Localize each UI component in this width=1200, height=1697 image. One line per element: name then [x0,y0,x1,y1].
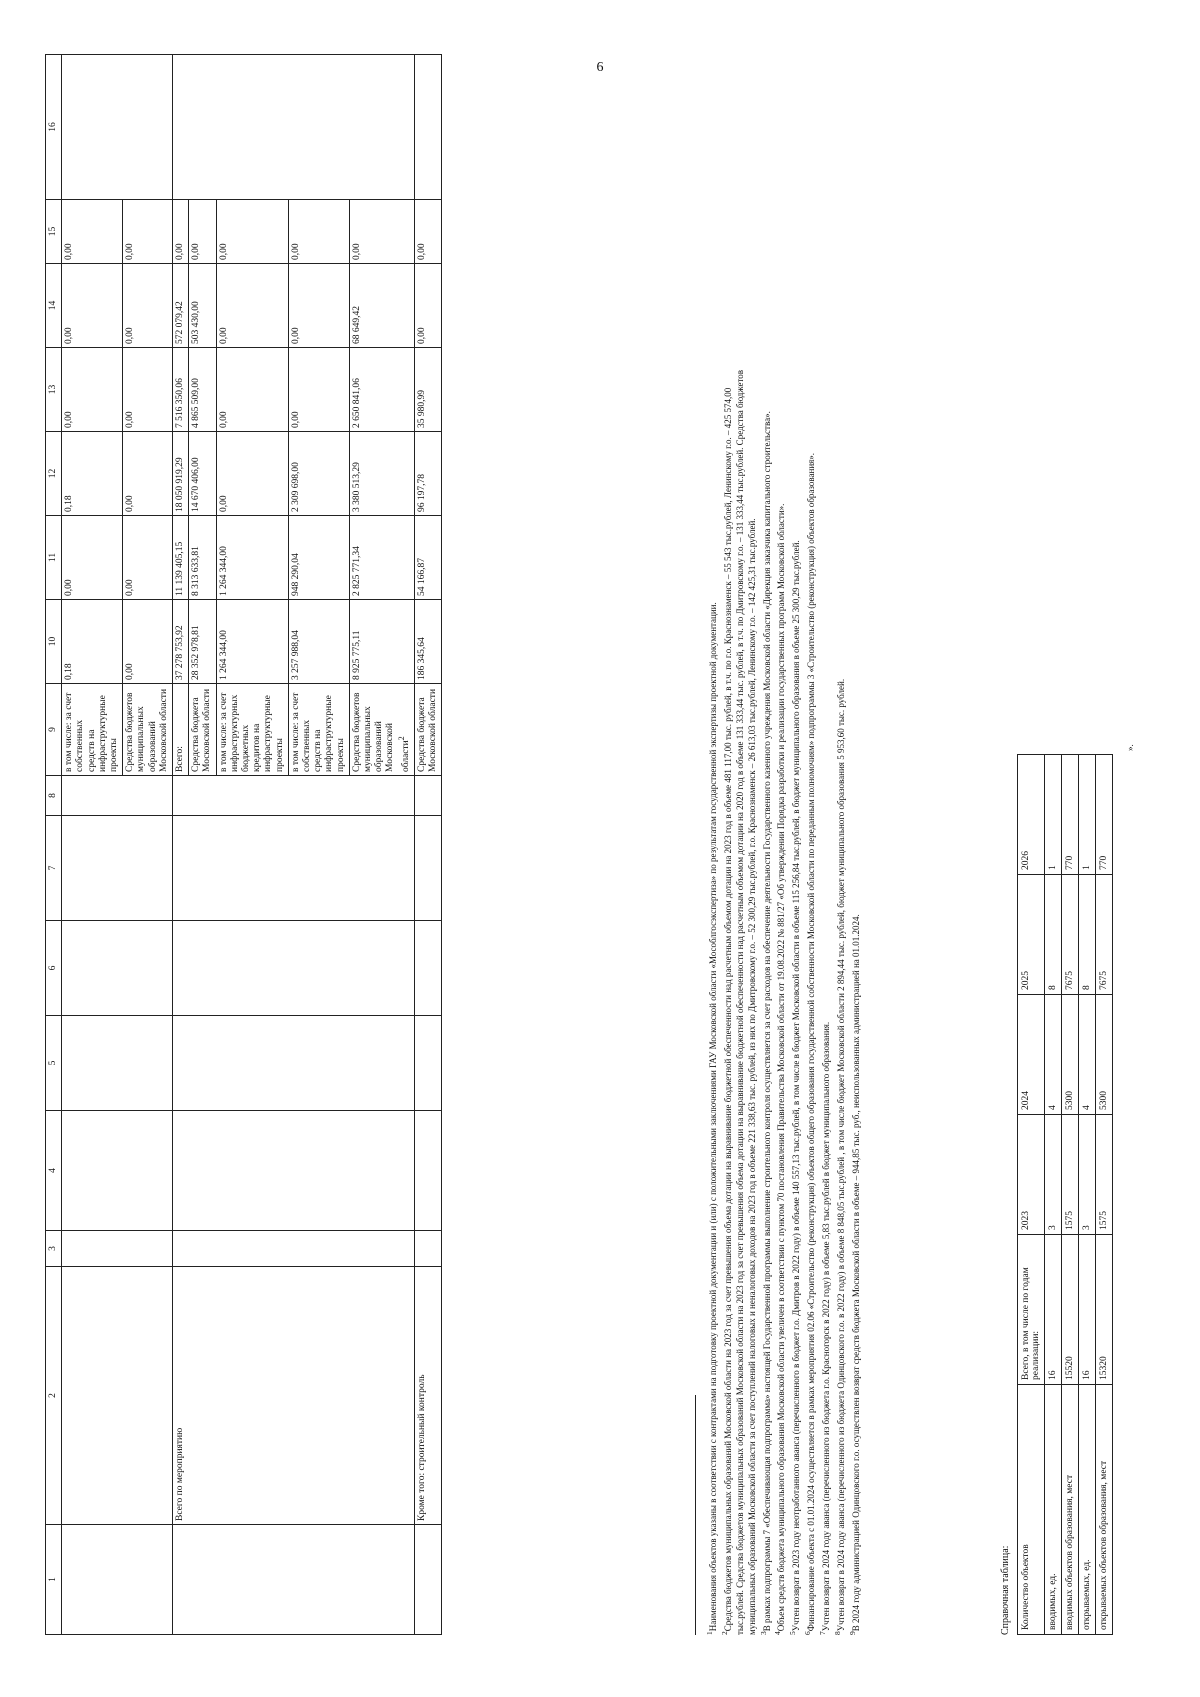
amount-cell: 0,00 [415,200,442,264]
amount-cell: 35 980,99 [415,348,442,432]
reference-value-cell: 16 [1079,1235,1096,1385]
footnotes [705,75,863,1635]
reference-value-cell: 15320 [1096,1235,1113,1385]
amount-cell: 948 290,04 [288,516,349,600]
reference-label-cell: открываемых, ед. [1079,1385,1096,1635]
funding-source-cell [62,684,123,776]
empty-cell-col-4 [415,1111,442,1231]
amount-cell: 0,00 [216,432,288,516]
amount-cell: 0,00 [123,348,173,432]
footnote-line [833,75,848,1635]
footnote-line [773,75,788,1635]
reference-value-cell: 5300 [1096,995,1113,1115]
amount-cell: 0,00 [123,264,173,348]
column-header-13: 13 [46,348,62,432]
column-number-row [46,55,62,1635]
empty-cell-col-4 [62,1111,173,1231]
measure-name-cell [62,1267,173,1525]
reference-value-cell: 7675 [1096,875,1113,995]
reference-value-cell: 8 [1079,875,1096,995]
funding-source-cell [173,684,189,776]
table-row [173,55,189,1635]
funding-source-label: Средства бюджетов муниципальных образований Московской области [351,692,411,772]
footnote-text: муниципальных образований Московской области за счет поступлений налоговых и неналоговых доходов на 2023 год в объеме 221 338,63 тыс. рублей, из них по Дмитровскому г.о. – 52 300,29 тыс.рублей, г.о. Краснознаменск – 26 613,03 тыс.рублей, Ленинскому г.о. – 142 425,31 тыс.рублей. [746,518,757,1635]
row-number-cell [173,1525,415,1635]
reference-value-cell: 15520 [1062,1235,1079,1385]
reference-label-cell: открываемых объектов образования, мест [1096,1385,1113,1635]
amount-cell: 0,00 [173,200,189,264]
footnote-separator [695,1395,696,1635]
amount-cell: 0,00 [216,348,288,432]
reference-value-cell: 1575 [1062,1115,1079,1235]
reference-value-cell: 5300 [1062,995,1079,1115]
funding-source-cell [349,684,414,776]
reference-header-cell: 2024 [1018,995,1045,1115]
reference-value-cell: 770 [1062,755,1079,875]
amount-cell: 0,00 [349,200,414,264]
footnote-line [788,75,803,1635]
amount-cell: 0,00 [62,264,123,348]
footnote-text: Учтен возврат в 2023 году неотработанного аванса (перечисленного в бюджет г.о. Дмитров в 2022 году) в объеме 140 557,13 тыс.рублей, в том числе в бюджет Московской области в объеме 115 256,84 тыс.рублей, в бюджет муниципального образования в объеме 25 300,29 тыс.рублей. [791,540,802,1632]
empty-cell-col-6 [415,921,442,1016]
column-header-11: 11 [46,516,62,600]
row-number-cell [415,1525,442,1635]
funding-source-cell [189,684,216,776]
reference-label-cell: вводимых, ед. [1045,1385,1062,1635]
empty-cell-col-16 [415,55,442,200]
amount-cell: 28 352 978,81 [189,600,216,684]
footnote-text: В 2024 году администрацией Одинцовского г.о. осуществлен возврат средств бюджета Московской области в объеме – 944,85 тыс. руб., неиспользованных администрацией на 01.01.2024. [850,914,861,1632]
reference-row [1096,755,1113,1635]
reference-value-cell: 4 [1045,995,1062,1115]
column-header-5: 5 [46,1016,62,1111]
row-number-cell [62,1525,173,1635]
footnote-text: Наименования объектов указаны в соответствии с контрактами на подготовку проектной документации и (или) с положительными заключениями ГАУ Московской области «Мособлгосэкспертиза» по результатам государственной экспертизы проектной документации. [708,602,718,1632]
empty-cell-col-8 [62,776,173,816]
reference-header-cell: Всего, в том числе по годам реализации: [1018,1235,1045,1385]
amount-cell: 0,18 [62,432,123,516]
empty-cell-col-4 [173,1111,415,1231]
amount-cell: 2 309 698,00 [288,432,349,516]
amount-cell: 2 825 771,34 [349,516,414,600]
reference-value-cell: 7675 [1062,875,1079,995]
empty-cell-col-5 [415,1016,442,1111]
amount-cell: 0,18 [62,600,123,684]
amount-cell: 0,00 [123,432,173,516]
empty-cell-col-16 [173,55,415,200]
footnote-text: В рамках подпрограммы 7 «Обеспечивающая подпрограмма» настоящей Государственной программы выполнение строительного контроля осуществляется за счет расходов на обеспечение деятельности Государственного казенного учреждения Московской области «Дирекция заказчика капитального строительства». [761,411,772,1632]
footnote-number: 8 [832,1631,842,1635]
footnote-text: Средства бюджетов муниципальных образований Московской области на 2023 год за счет превышения объема дотации на выравнивание бюджетной обеспеченности над расчетным объемом дотации на 2023 год в объеме 481 117,00 тыс. рублей, в т.ч. по г.о. Краснознаменск – 55 543 тыс.рублей, Ленинскому г.о. – 425 574,00 [722,387,733,1632]
amount-cell: 0,00 [288,264,349,348]
amount-cell: 96 197,78 [415,432,442,516]
closing-mark: ». [1125,744,1135,751]
funding-source-label: Всего: [175,746,186,772]
footnote-line [759,75,774,1635]
column-header-3: 3 [46,1231,62,1267]
footnote-number: 7 [818,1631,827,1635]
empty-cell-col-7 [62,816,173,921]
reference-value-cell: 1 [1045,755,1062,875]
reference-header-cell: 2023 [1018,1115,1045,1235]
amount-cell: 68 649,42 [349,264,414,348]
amount-cell: 0,00 [62,516,123,600]
column-header-6: 6 [46,921,62,1016]
reference-label-cell: вводимых объектов образования, мест [1062,1385,1079,1635]
footnote-text: Учтен возврат в 2024 году аванса (перечисленного из бюджета г.о. Красногорск в 2022 году) в объеме 5,83 тыс.рублей в бюджет муниципального образования. [821,1021,831,1632]
amount-cell: 186 345,64 [415,600,442,684]
footnote-text: тыс.рублей. Средства бюджетов муниципальных образований Московской области на 2023 год за счет превышения объема дотации на выравнивание бюджетной обеспеченности над расчетным объемом дотации на 2020 год в объеме 131 333,44 тыс. рублей, в т.ч. по Дмитровскому г.о. – 131 333,44 тыс.рублей. Средства бюджетов [734,369,745,1635]
funding-source-label: Средства бюджетов муниципальных образований Московской области [125,688,169,772]
empty-cell-col-5 [173,1016,415,1111]
reference-value-cell: 16 [1045,1235,1062,1385]
column-header-15: 15 [46,200,62,264]
reference-table-caption: Справочная таблица: [1000,1545,1011,1635]
column-header-14: 14 [46,264,62,348]
empty-cell-col-6 [173,921,415,1016]
footnote-text: Объем средств бюджета муниципального образования Московской области увеличен в соответствии с пунктом 70 постановления Правительства Московской области от 19.08.2022 № 881/27 «Об утверждении Порядка разработки и реализации государственных программ Московской области». [776,503,787,1632]
column-header-2: 2 [46,1267,62,1525]
footnote-ref: 2 [396,736,406,741]
footnote-line [720,75,735,1635]
amount-cell: 14 670 406,00 [189,432,216,516]
column-header-12: 12 [46,432,62,516]
main-financing-table [45,54,442,1635]
amount-cell: 54 166,87 [415,516,442,600]
funding-source-cell [288,684,349,776]
column-header-1: 1 [46,1525,62,1635]
footnote-line [747,75,759,1635]
reference-value-cell: 3 [1079,1115,1096,1235]
footnote-text: Финансирование объекта с 01.01.2024 осуществляется в рамках мероприятия 02.06 «Строительство (реконструкция) объектов общего образования государственной собственности Московской области по переданным полномочиям» подпрограммы 3 «Строительство (реконструкция) объектов образования». [806,452,817,1632]
footnote-line [705,75,720,1635]
empty-cell-col-8 [415,776,442,816]
reference-value-cell: 4 [1079,995,1096,1115]
reference-header-cell: 2026 [1018,755,1045,875]
page-number: 6 [596,60,604,75]
amount-cell: 0,00 [62,200,123,264]
reference-row [1045,755,1062,1635]
amount-cell: 3 257 988,04 [288,600,349,684]
amount-cell: 0,00 [288,200,349,264]
footnote-line [848,75,863,1635]
footnote-text: Учтен возврат в 2024 году аванса (перечисленного из бюджета Одинцовского г.о. в 2022 году) в объеме 8 848,05 тыс.рублей , в том числе бюджет Московской области 2 894,44 тыс. рублей, бюджет муниципального образования 5 953,60 тыс. рублей. [835,678,846,1632]
funding-source-cell [216,684,288,776]
amount-cell: 1 264 344,00 [216,516,288,600]
empty-cell-col-5 [62,1016,173,1111]
table-row [62,55,123,1635]
reference-row [1062,755,1079,1635]
amount-cell: 11 139 405,15 [173,516,189,600]
amount-cell: 0,00 [288,348,349,432]
empty-cell-col-6 [62,921,173,1016]
funding-source-label: в том числе: за счет инфраструктурных бюджетных кредитов на инфраструктурные проекты [218,692,285,772]
empty-cell-col-3 [173,1231,415,1267]
empty-cell-col-7 [415,816,442,921]
empty-cell-col-7 [173,816,415,921]
amount-cell: 0,00 [216,200,288,264]
reference-value-cell: 8 [1045,875,1062,995]
amount-cell: 0,00 [189,200,216,264]
funding-source-cell [415,684,442,776]
measure-name-cell: Кроме того: строительный контроль [415,1267,442,1525]
footnote-number: 6 [803,1631,813,1635]
reference-value-cell: 770 [1096,755,1113,875]
empty-cell-col-8 [173,776,415,816]
footnote-number: 5 [788,1631,798,1635]
column-header-4: 4 [46,1111,62,1231]
footnote-number: 1 [705,1631,714,1635]
amount-cell: 7 516 350,06 [173,348,189,432]
footnote-number: 2 [719,1631,729,1635]
amount-cell: 503 430,00 [189,264,216,348]
table-row [415,55,442,1635]
footnote-line [803,75,818,1635]
column-header-16: 16 [46,55,62,200]
funding-source-label: в том числе: за счет собственных средств на инфраструктурные проекты [290,692,346,772]
amount-cell: 0,00 [123,200,173,264]
footnote-number: 9 [847,1631,857,1635]
amount-cell: 0,00 [216,264,288,348]
amount-cell: 1 264 344,00 [216,600,288,684]
reference-value-cell: 1 [1079,755,1096,875]
amount-cell: 3 380 513,29 [349,432,414,516]
reference-header-cell: 2025 [1018,875,1045,995]
funding-source-label: Средства бюджета Московской области [417,688,439,772]
empty-cell-col-3 [415,1231,442,1267]
column-header-7: 7 [46,816,62,921]
footnote-line [735,75,747,1635]
column-header-8: 8 [46,776,62,816]
empty-cell-col-3 [62,1231,173,1267]
footnote-number: 3 [758,1631,768,1635]
amount-cell: 8 925 775,11 [349,600,414,684]
amount-cell: 37 278 753,92 [173,600,189,684]
column-header-10: 10 [46,600,62,684]
amount-cell: 18 050 919,29 [173,432,189,516]
amount-cell: 0,00 [123,516,173,600]
amount-cell: 572 079,42 [173,264,189,348]
column-header-9: 9 [46,684,62,776]
rotated-landscape-content [45,55,1155,1635]
reference-table [1017,754,1113,1635]
reference-value-cell: 3 [1045,1115,1062,1235]
empty-cell-col-16 [62,55,173,200]
reference-value-cell: 1575 [1096,1115,1113,1235]
reference-row [1079,755,1096,1635]
footnote-number: 4 [773,1631,783,1635]
funding-source-label: Средства бюджета Московской области [191,688,213,772]
amount-cell: 0,00 [415,264,442,348]
amount-cell: 4 865 509,00 [189,348,216,432]
amount-cell: 2 650 841,06 [349,348,414,432]
amount-cell: 0,00 [62,348,123,432]
funding-source-cell [123,684,173,776]
funding-source-label: в том числе: за счет собственных средств на инфраструктурные проекты [64,692,120,772]
amount-cell: 8 313 633,81 [189,516,216,600]
measure-name-cell: Всего по мероприятию [173,1267,415,1525]
reference-header-cell: Количество объектов [1018,1385,1045,1635]
reference-table-header [1018,755,1045,1635]
footnote-line [818,75,833,1635]
amount-cell: 0,00 [123,600,173,684]
